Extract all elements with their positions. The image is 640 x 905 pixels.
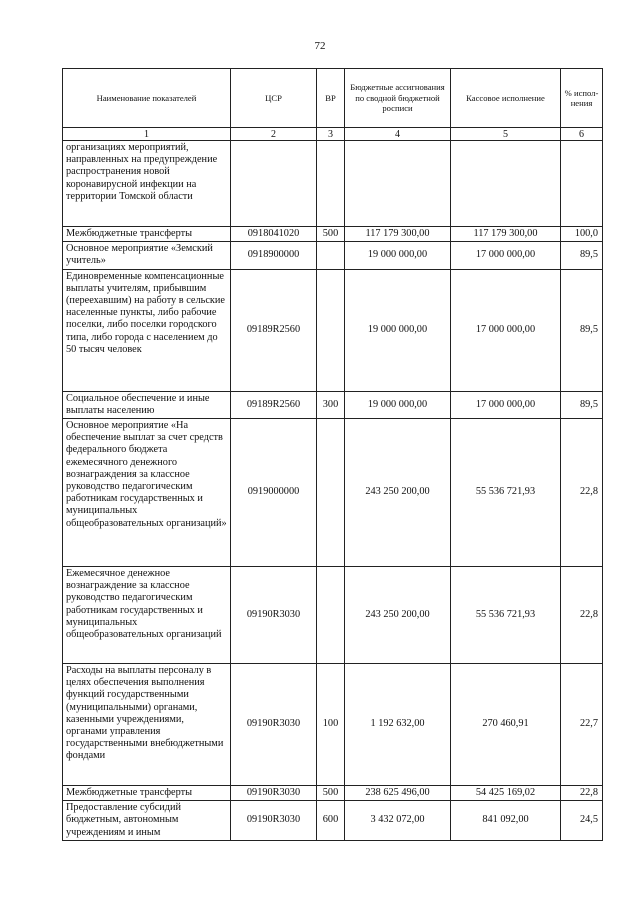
table-row: [63, 567, 603, 664]
cell-vr: 300: [317, 391, 345, 418]
column-number: 6: [561, 128, 603, 141]
cell-percent: [561, 141, 603, 227]
column-number: 4: [345, 128, 451, 141]
header-cash: Кассовое исполнение: [451, 69, 561, 128]
cell-cash: 17 000 000,00: [451, 391, 561, 418]
table-row: [63, 242, 603, 269]
cell-csr: 09190R3030: [231, 786, 317, 801]
budget-execution-table: [62, 68, 603, 841]
cell-csr: 09190R3030: [231, 567, 317, 664]
cell-budget: [345, 141, 451, 227]
cell-vr: 600: [317, 801, 345, 841]
cell-csr: [231, 141, 317, 227]
table-row: [63, 141, 603, 227]
cell-percent: 89,5: [561, 269, 603, 391]
cell-csr: 0918900000: [231, 242, 317, 269]
cell-cash: 54 425 169,02: [451, 786, 561, 801]
cell-csr: 09190R3030: [231, 801, 317, 841]
cell-cash: 55 536 721,93: [451, 419, 561, 567]
cell-name: Основное мероприятие «На обеспечение выплат за счет средств федерального бюджета ежемесячного денежного вознаграждения за классное руководство педагогическим работникам государственных и муниципальных общеобразовательных организаций»: [63, 419, 231, 567]
cell-name: Расходы на выплаты персоналу в целях обеспечения выполнения функций государственными (муниципальными) органами, казенными учреждениями, органами управления государственными внебюджетными фондами: [63, 664, 231, 786]
header-vr: ВР: [317, 69, 345, 128]
column-number: 5: [451, 128, 561, 141]
cell-name: Основное мероприятие «Земский учитель»: [63, 242, 231, 269]
column-number: 3: [317, 128, 345, 141]
cell-csr: 09190R3030: [231, 664, 317, 786]
cell-csr: 09189R2560: [231, 391, 317, 418]
cell-percent: 22,7: [561, 664, 603, 786]
table-header-row: [63, 69, 603, 128]
cell-percent: 24,5: [561, 801, 603, 841]
cell-name: Ежемесячное денежное вознаграждение за классное руководство педагогическим работникам государственных и муниципальных общеобразовательных организаций: [63, 567, 231, 664]
cell-budget: 238 625 496,00: [345, 786, 451, 801]
cell-name: Межбюджетные трансферты: [63, 227, 231, 242]
cell-budget: 1 192 632,00: [345, 664, 451, 786]
cell-name: организациях мероприятий, направленных на предупреждение распространения новой коронавирусной инфекции на территории Томской области: [63, 141, 231, 227]
table-row: [63, 664, 603, 786]
table-row: [63, 801, 603, 841]
cell-name: Предоставление субсидий бюджетным, автономным учреждениям и иным: [63, 801, 231, 841]
cell-vr: [317, 269, 345, 391]
table-row: [63, 786, 603, 801]
cell-cash: [451, 141, 561, 227]
cell-cash: 17 000 000,00: [451, 269, 561, 391]
cell-name: Единовременные компенсационные выплаты учителям, прибывшим (переехавшим) на работу в сельские населенные пункты, либо рабочие поселки, либо поселки городского типа, либо города с населением до 50 тысяч человек: [63, 269, 231, 391]
cell-vr: [317, 567, 345, 664]
cell-csr: 0918041020: [231, 227, 317, 242]
cell-name: Межбюджетные трансферты: [63, 786, 231, 801]
cell-vr: 100: [317, 664, 345, 786]
cell-csr: 0919000000: [231, 419, 317, 567]
cell-name: Социальное обеспечение и иные выплаты населению: [63, 391, 231, 418]
cell-budget: 117 179 300,00: [345, 227, 451, 242]
header-name: Наименование показателей: [63, 69, 231, 128]
cell-budget: 19 000 000,00: [345, 391, 451, 418]
cell-budget: 243 250 200,00: [345, 419, 451, 567]
cell-cash: 841 092,00: [451, 801, 561, 841]
cell-percent: 22,8: [561, 567, 603, 664]
cell-vr: [317, 141, 345, 227]
table-row: [63, 391, 603, 418]
column-number-row: [63, 128, 603, 141]
cell-budget: 19 000 000,00: [345, 242, 451, 269]
table-row: [63, 269, 603, 391]
cell-vr: [317, 419, 345, 567]
column-number: 1: [63, 128, 231, 141]
table-row: [63, 227, 603, 242]
cell-cash: 117 179 300,00: [451, 227, 561, 242]
cell-budget: 19 000 000,00: [345, 269, 451, 391]
cell-csr: 09189R2560: [231, 269, 317, 391]
table-row: [63, 419, 603, 567]
cell-cash: 55 536 721,93: [451, 567, 561, 664]
cell-percent: 89,5: [561, 391, 603, 418]
cell-vr: [317, 242, 345, 269]
cell-cash: 17 000 000,00: [451, 242, 561, 269]
cell-percent: 89,5: [561, 242, 603, 269]
header-csr: ЦСР: [231, 69, 317, 128]
cell-percent: 22,8: [561, 419, 603, 567]
column-number: 2: [231, 128, 317, 141]
cell-cash: 270 460,91: [451, 664, 561, 786]
cell-percent: 22,8: [561, 786, 603, 801]
header-percent: % испол-нения: [561, 69, 603, 128]
header-budget: Бюджетные ассигнования по сводной бюджетной росписи: [345, 69, 451, 128]
cell-vr: 500: [317, 786, 345, 801]
cell-percent: 100,0: [561, 227, 603, 242]
cell-budget: 3 432 072,00: [345, 801, 451, 841]
cell-vr: 500: [317, 227, 345, 242]
cell-budget: 243 250 200,00: [345, 567, 451, 664]
page-number: 72: [314, 40, 326, 52]
